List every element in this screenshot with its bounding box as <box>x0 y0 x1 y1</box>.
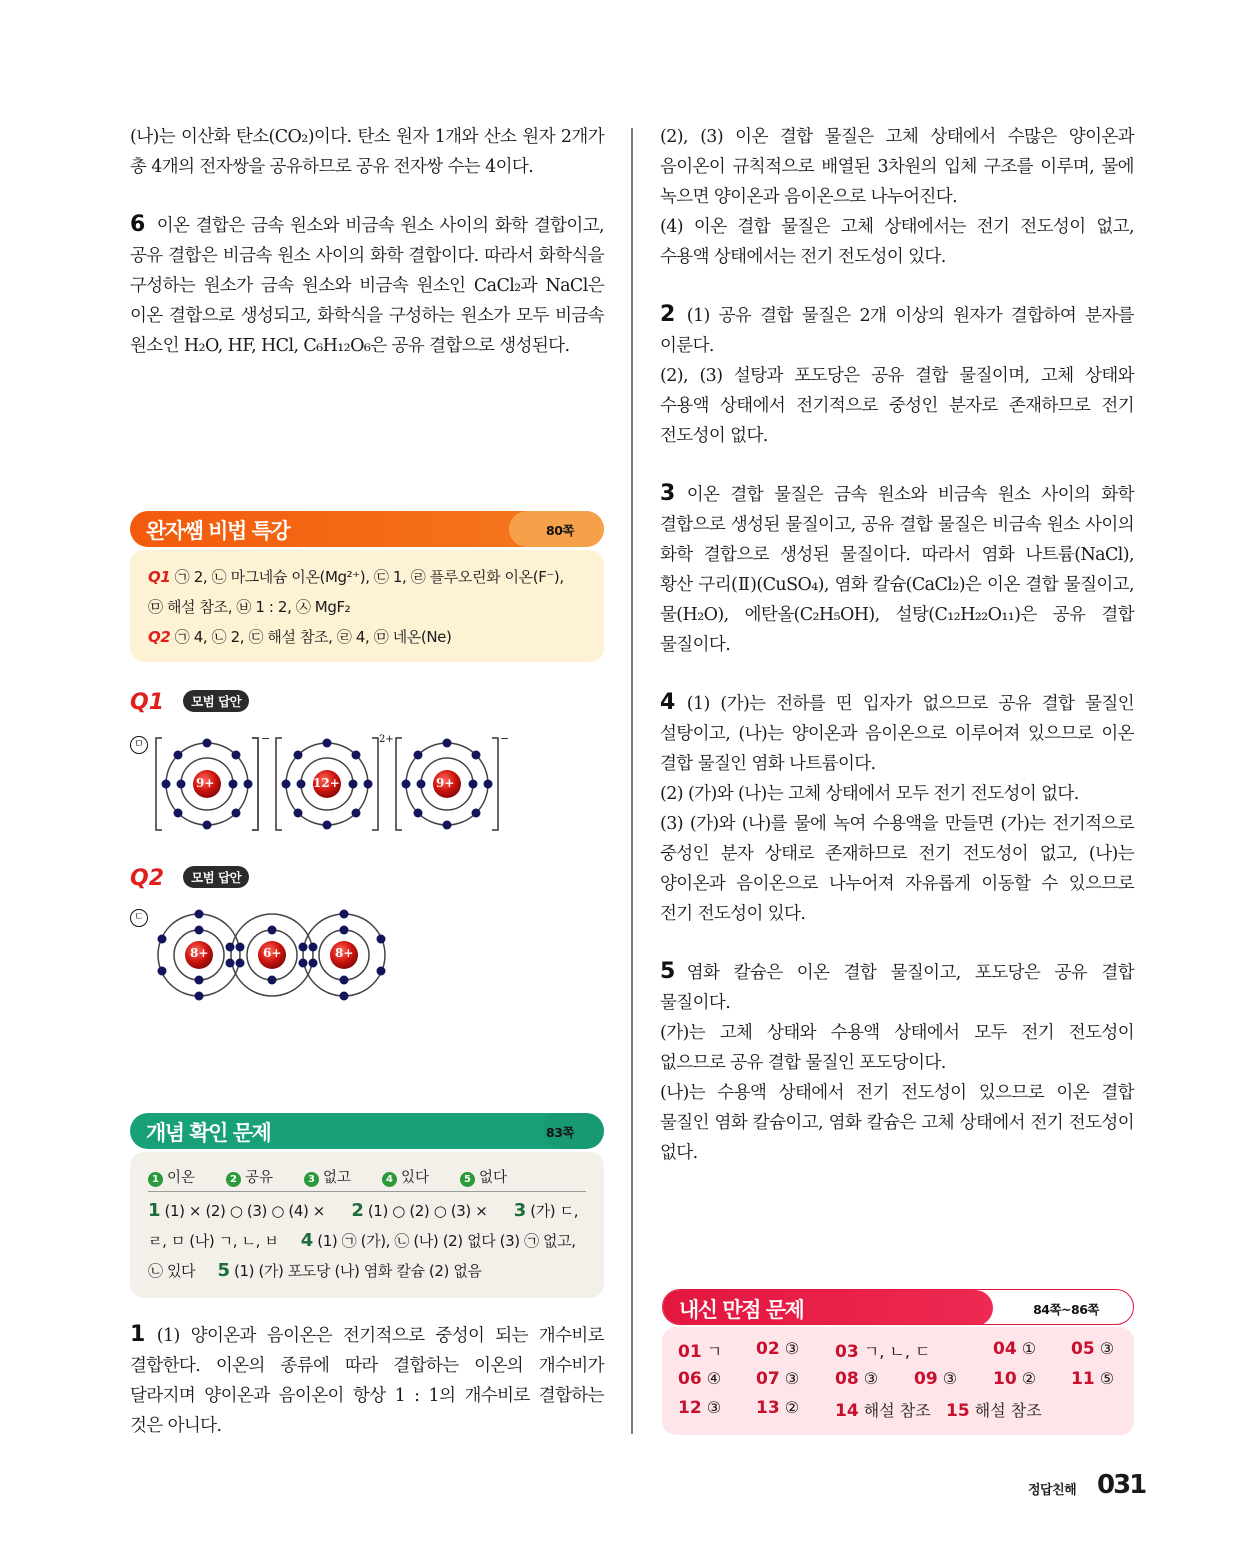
blank-item: 5 없다 <box>460 1166 538 1187</box>
intro-paragraph: (나)는 이산화 탄소(CO₂)이다. 탄소 원자 1개와 산소 원자 2개가 총 4개의 전자쌍을 공유하므로 공유 전자쌍 수는 4이다. <box>130 127 604 177</box>
question-5-explanation-part-3: (나)는 수용액 상태에서 전기 전도성이 있으므로 이온 결합 물질인 염화 칼슘이고, 염화 칼슘은 고체 상태에서 전기 전도성이 없다. <box>660 1083 1134 1163</box>
perfect-score-banner <box>662 1289 1134 1325</box>
concept-answer-line-1: 1 (1) × (2) ○ (3) ○ (4) × 2 (1) ○ (2) ○ (3) × 3 (가) ㄷ, <box>148 1200 579 1221</box>
question-number: 2 <box>660 302 675 327</box>
svg-text:−: − <box>500 732 510 745</box>
page-reference: 83쪽 <box>546 1125 574 1140</box>
marker-circle-letter: ㅁ <box>130 736 148 754</box>
nucleus-label: 12+ <box>313 776 340 790</box>
nucleus-label: 9+ <box>436 776 455 790</box>
question-2-explanation-part-2: (2), (3) 설탕과 포도당은 공유 결합 물질이며, 고체 상태와 수용액 상태에서 전기적으로 중성인 분자로 존재하므로 전기 전도성이 없다. <box>660 366 1134 446</box>
q1-continued-2-3: (2), (3) 이온 결합 물질은 고체 상태에서 수많은 양이온과 음이온이 규칙적으로 배열된 3차원의 입체 구조를 이루며, 물에 녹으면 양이온과 음이온으로 나누어진다. <box>660 127 1134 207</box>
column-divider <box>631 128 633 1434</box>
page-reference: 84쪽~86쪽 <box>1033 1302 1099 1317</box>
page-reference: 80쪽 <box>546 523 574 538</box>
blank-answers <box>148 1162 586 1192</box>
q1-answer-line-1: Q1 ㉠ 2, ㉡ 마그네슘 이온(Mg²⁺), ㉢ 1, ㉣ 플루오린화 이온(F⁻), <box>148 568 564 586</box>
concept-answer-line-3: ㉡ 있다 5 (1) (가) 포도당 (나) 염화 칼슘 (2) 없음 <box>148 1260 482 1281</box>
q1-answer-line-2: ㉤ 해설 참조, ㉥ 1 : 2, ㉦ MgF₂ <box>148 598 351 616</box>
question-1-explanation <box>130 1320 604 1441</box>
page-number: 031 <box>1097 1470 1146 1500</box>
nucleus-label: 8+ <box>335 946 354 960</box>
question-3-explanation: 3 이온 결합 물질은 금속 원소와 비금속 원소 사이의 화학 결합으로 생성된 물질이고, 공유 결합 물질은 비금속 원소 사이의 화학 결합으로 생성된 물질이다. 따라서 염화 나트륨(NaCl), 황산 구리(Ⅱ)(CuSO₄), 염화 칼슘(CaCl₂)은 이온 결합 물질이고, 물(H₂O), 에탄올(C₂H₅OH), 설탕(C₁₂H₂₂O₁₁)은 공유 결합 물질이다. <box>660 481 1134 655</box>
question-6-explanation <box>130 210 604 361</box>
perfect-score-answers: 01 ㄱ 02 ③ 03 ㄱ, ㄴ, ㄷ 04 ① 05 ③ 06 ④ 07 ③ 08 ③ 09 ③ 10 ② 11 ⑤ 12 ③ 13 ② 14 해설 참조 15 해설 참조 <box>662 1327 1134 1435</box>
question-number: 3 <box>660 481 675 506</box>
concept-check-banner <box>130 1113 604 1149</box>
question-2-explanation: 2 (1) 공유 결합 물질은 2개 이상의 원자가 결합하여 분자를 이룬다. <box>660 302 1134 356</box>
model-answer-badge: 모범 답안 <box>183 690 249 712</box>
section-title: 개념 확인 문제 <box>146 1121 271 1145</box>
q2-answer-line: Q2 ㉠ 4, ㉡ 2, ㉢ 해설 참조, ㉣ 4, ㉤ 네온(Ne) <box>148 628 452 646</box>
marker-circle-letter: ㄷ <box>130 909 148 927</box>
question-number: 6 <box>130 212 145 237</box>
question-number: 4 <box>660 690 675 715</box>
section-title: 완자쌤 비법 특강 <box>146 519 290 543</box>
concept-answer-line-2: ㄹ, ㅁ (나) ㄱ, ㄴ, ㅂ 4 (1) ㉠ (가), ㉡ (나) (2) 없다 (3) ㉠ 없고, <box>148 1230 576 1251</box>
question-number: 5 <box>660 959 675 984</box>
question-5-explanation-part-2: (가)는 고체 상태와 수용액 상태에서 모두 전기 전도성이 없으므로 공유 결합 물질인 포도당이다. <box>660 1023 1134 1073</box>
concept-check-answers <box>130 1152 604 1298</box>
question-text: 이온 결합은 금속 원소와 비금속 원소 사이의 화학 결합이고, 공유 결합은 비금속 원소 사이의 화학 결합이다. 따라서 화학식을 구성하는 원소가 금속 원소와 비금속 원소인 CaCl₂과 NaCl은 이온 결합으로 생성되고, 화학식을 구성하는 원소가 모두 비금속 원소인 H₂O, HF, HCl, C₆H₁₂O₆은 공유 결합으로 생성된다. <box>130 216 604 356</box>
question-text: (1) 양이온과 음이온은 전기적으로 중성이 되는 개수비로 결합한다. 이온의 종류에 따라 결합하는 이온의 개수비가 달라지며 양이온과 음이온이 항상 1 : 1의 개수비로 결합하는 것은 아니다. <box>130 1326 604 1436</box>
svg-text:2+: 2+ <box>379 734 394 745</box>
question-4-explanation-part-2: (2) (가)와 (나)는 고체 상태에서 모두 전기 전도성이 없다. <box>660 784 1079 804</box>
svg-text:−: − <box>261 732 271 745</box>
question-5-explanation: 5 염화 칼슘은 이온 결합 물질이고, 포도당은 공유 결합 물질이다. <box>660 959 1134 1013</box>
blank-item: 2 공유 <box>226 1166 304 1187</box>
nucleus-label: 8+ <box>190 946 209 960</box>
question-number: 1 <box>130 1322 145 1347</box>
blank-item: 3 없고 <box>304 1166 382 1187</box>
nucleus-label: 6+ <box>263 946 282 960</box>
left-column <box>130 122 604 361</box>
model-answer-q1-header: Q1 모범 답안 <box>130 690 249 715</box>
special-lecture-banner <box>130 511 604 547</box>
nucleus-label: 9+ <box>196 776 215 790</box>
model-answer-badge: 모범 답안 <box>183 866 249 888</box>
blank-item: 1 이온 <box>148 1166 226 1187</box>
q1-continued-4: (4) 이온 결합 물질은 고체 상태에서는 전기 전도성이 없고, 수용액 상태에서는 전기 전도성이 있다. <box>660 217 1134 267</box>
footer-book-label: 정답친해 <box>1028 1483 1077 1498</box>
question-4-explanation-part-3: (3) (가)와 (나)를 물에 녹여 수용액을 만들면 (가)는 전기적으로 중성인 분자 상태로 존재하므로 전기 전도성이 없고, (나)는 양이온과 음이온으로 나누어져 자유롭게 이동할 수 있으므로 전기 전도성이 있다. <box>660 814 1134 924</box>
right-column <box>660 122 1134 1168</box>
special-lecture-answers <box>130 550 604 662</box>
model-answer-q2-header: Q2 모범 답안 <box>130 866 249 891</box>
blank-item: 4 있다 <box>382 1166 460 1187</box>
section-title: 내신 만점 문제 <box>679 1298 804 1322</box>
question-4-explanation: 4 (1) (가)는 전하를 띤 입자가 없으므로 공유 결합 물질인 설탕이고, (나)는 양이온과 음이온으로 이루어져 있으므로 이온 결합 물질인 염화 나트륨이다. <box>660 690 1134 774</box>
